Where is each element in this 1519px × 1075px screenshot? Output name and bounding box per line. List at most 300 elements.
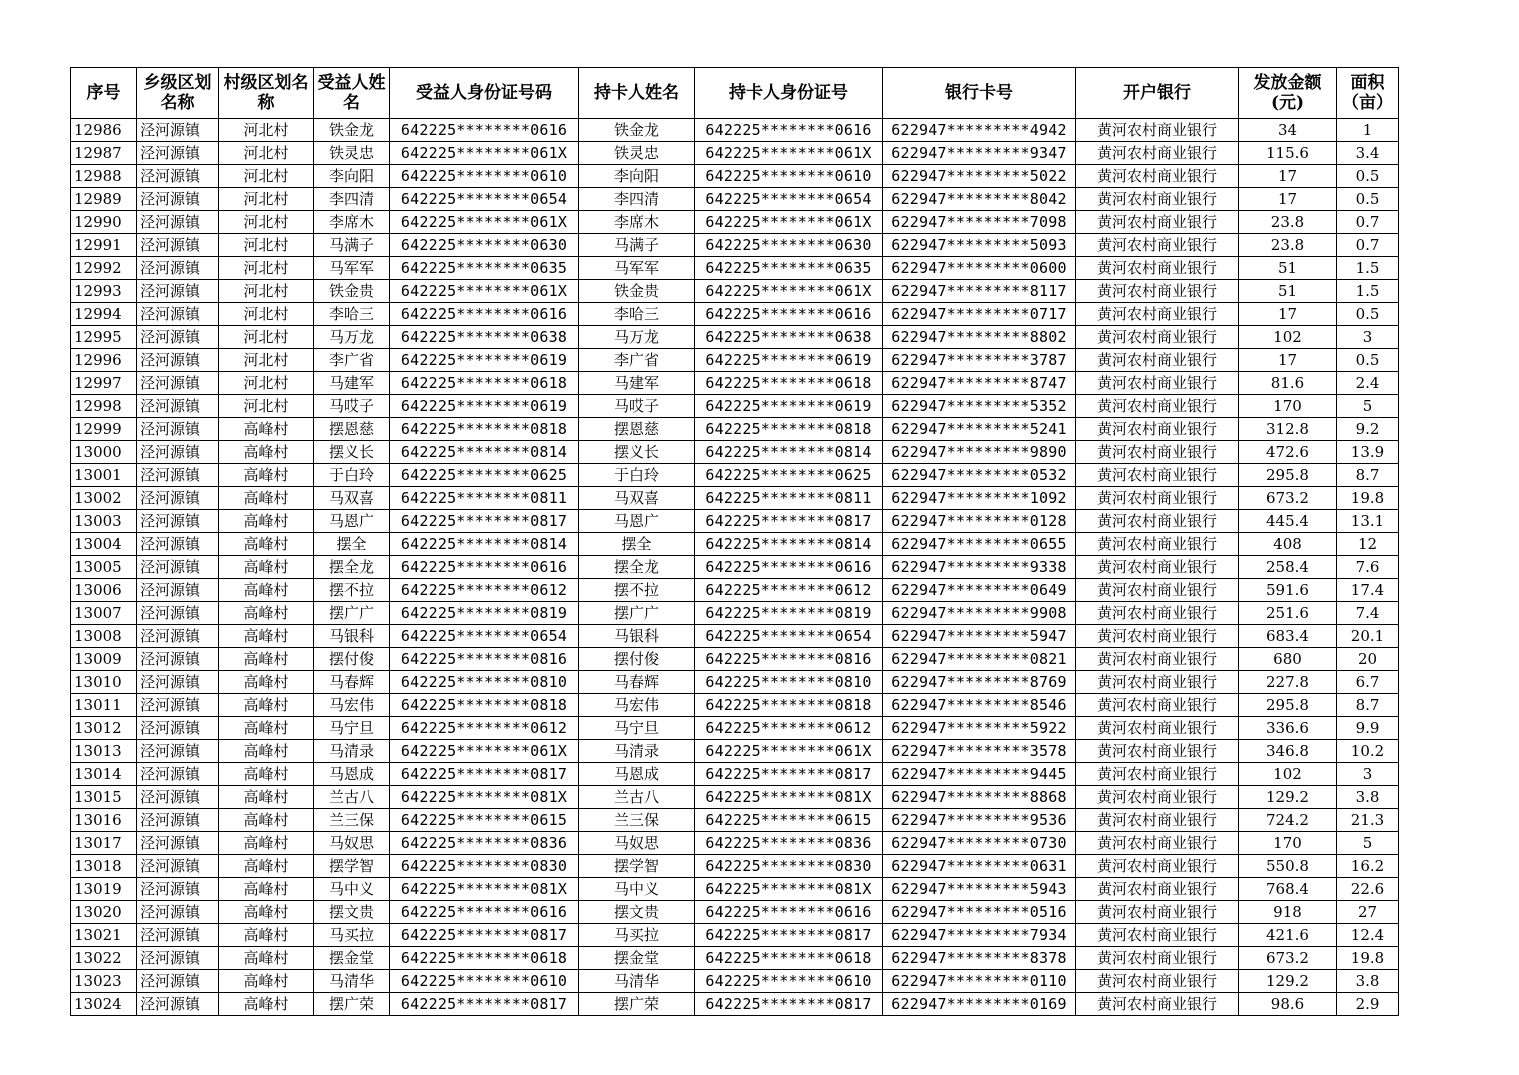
township-cell: 泾河源镇	[137, 648, 219, 671]
bank-cell: 黄河农村商业银行	[1076, 441, 1239, 464]
township-cell: 泾河源镇	[137, 119, 219, 142]
cardholder-id-cell: 642225********0619	[695, 395, 883, 418]
bank-cell: 黄河农村商业银行	[1076, 740, 1239, 763]
table-row	[71, 970, 1399, 993]
amount-cell: 408	[1239, 533, 1337, 556]
township-cell: 泾河源镇	[137, 303, 219, 326]
header-serial: 序号	[71, 68, 137, 119]
village-cell: 河北村	[219, 142, 314, 165]
amount-cell: 129.2	[1239, 786, 1337, 809]
amount-cell: 81.6	[1239, 372, 1337, 395]
village-cell: 高峰村	[219, 901, 314, 924]
bank-cell: 黄河农村商业银行	[1076, 349, 1239, 372]
cardholder-cell: 摆广荣	[579, 993, 695, 1016]
township-cell: 泾河源镇	[137, 441, 219, 464]
area-cell: 1.5	[1337, 280, 1399, 303]
bank-cell: 黄河农村商业银行	[1076, 579, 1239, 602]
township-cell: 泾河源镇	[137, 740, 219, 763]
cardholder-cell: 李向阳	[579, 165, 695, 188]
bank-card-cell: 622947*********0730	[883, 832, 1076, 855]
serial-cell: 13018	[71, 855, 137, 878]
cardholder-id-cell: 642225********0814	[695, 533, 883, 556]
bank-cell: 黄河农村商业银行	[1076, 786, 1239, 809]
table-row	[71, 763, 1399, 786]
table-row	[71, 878, 1399, 901]
beneficiary-cell: 兰三保	[314, 809, 390, 832]
bank-card-cell: 622947*********8042	[883, 188, 1076, 211]
township-cell: 泾河源镇	[137, 188, 219, 211]
village-cell: 高峰村	[219, 878, 314, 901]
cardholder-id-cell: 642225********0817	[695, 993, 883, 1016]
beneficiary-cell: 摆学智	[314, 855, 390, 878]
serial-cell: 13021	[71, 924, 137, 947]
beneficiary-cell: 摆金堂	[314, 947, 390, 970]
village-cell: 高峰村	[219, 441, 314, 464]
village-cell: 高峰村	[219, 602, 314, 625]
area-cell: 0.5	[1337, 349, 1399, 372]
village-cell: 河北村	[219, 211, 314, 234]
cardholder-id-cell: 642225********0635	[695, 257, 883, 280]
header-village: 村级区划名称	[219, 68, 314, 119]
village-cell: 高峰村	[219, 510, 314, 533]
cardholder-id-cell: 642225********0811	[695, 487, 883, 510]
cardholder-id-cell: 642225********0818	[695, 694, 883, 717]
table-row	[71, 809, 1399, 832]
bank-cell: 黄河农村商业银行	[1076, 694, 1239, 717]
amount-cell: 673.2	[1239, 487, 1337, 510]
cardholder-cell: 摆广广	[579, 602, 695, 625]
village-cell: 高峰村	[219, 855, 314, 878]
township-cell: 泾河源镇	[137, 993, 219, 1016]
beneficiary-id-cell: 642225********061X	[390, 740, 579, 763]
cardholder-cell: 摆学智	[579, 855, 695, 878]
header-row	[71, 68, 1399, 119]
serial-cell: 12998	[71, 395, 137, 418]
beneficiary-cell: 马军军	[314, 257, 390, 280]
cardholder-id-cell: 642225********0819	[695, 602, 883, 625]
area-cell: 6.7	[1337, 671, 1399, 694]
bank-card-cell: 622947*********8868	[883, 786, 1076, 809]
table-row	[71, 418, 1399, 441]
beneficiary-id-cell: 642225********081X	[390, 878, 579, 901]
bank-cell: 黄河农村商业银行	[1076, 257, 1239, 280]
cardholder-id-cell: 642225********0618	[695, 947, 883, 970]
cardholder-cell: 于白玲	[579, 464, 695, 487]
amount-cell: 472.6	[1239, 441, 1337, 464]
area-cell: 13.1	[1337, 510, 1399, 533]
bank-cell: 黄河农村商业银行	[1076, 303, 1239, 326]
beneficiary-id-cell: 642225********0654	[390, 625, 579, 648]
amount-cell: 102	[1239, 763, 1337, 786]
table-row	[71, 280, 1399, 303]
bank-card-cell: 622947*********0169	[883, 993, 1076, 1016]
serial-cell: 13017	[71, 832, 137, 855]
township-cell: 泾河源镇	[137, 855, 219, 878]
cardholder-id-cell: 642225********0610	[695, 165, 883, 188]
cardholder-cell: 马双喜	[579, 487, 695, 510]
bank-card-cell: 622947*********8747	[883, 372, 1076, 395]
township-cell: 泾河源镇	[137, 901, 219, 924]
header-beneficiary-id: 受益人身份证号码	[390, 68, 579, 119]
township-cell: 泾河源镇	[137, 763, 219, 786]
bank-card-cell: 622947*********8802	[883, 326, 1076, 349]
township-cell: 泾河源镇	[137, 257, 219, 280]
bank-cell: 黄河农村商业银行	[1076, 326, 1239, 349]
bank-cell: 黄河农村商业银行	[1076, 142, 1239, 165]
beneficiary-cell: 马哎子	[314, 395, 390, 418]
cardholder-cell: 李四清	[579, 188, 695, 211]
beneficiary-id-cell: 642225********0814	[390, 533, 579, 556]
beneficiary-id-cell: 642225********0610	[390, 165, 579, 188]
cardholder-id-cell: 642225********0818	[695, 418, 883, 441]
bank-card-cell: 622947*********0110	[883, 970, 1076, 993]
beneficiary-id-cell: 642225********0836	[390, 832, 579, 855]
bank-cell: 黄河农村商业银行	[1076, 671, 1239, 694]
cardholder-id-cell: 642225********061X	[695, 740, 883, 763]
beneficiary-cell: 马清华	[314, 970, 390, 993]
beneficiary-id-cell: 642225********0819	[390, 602, 579, 625]
bank-cell: 黄河农村商业银行	[1076, 165, 1239, 188]
cardholder-id-cell: 642225********0630	[695, 234, 883, 257]
area-cell: 10.2	[1337, 740, 1399, 763]
cardholder-id-cell: 642225********0616	[695, 901, 883, 924]
cardholder-cell: 马满子	[579, 234, 695, 257]
beneficiary-cell: 马双喜	[314, 487, 390, 510]
serial-cell: 13016	[71, 809, 137, 832]
township-cell: 泾河源镇	[137, 556, 219, 579]
bank-cell: 黄河农村商业银行	[1076, 625, 1239, 648]
bank-cell: 黄河农村商业银行	[1076, 901, 1239, 924]
amount-cell: 170	[1239, 395, 1337, 418]
amount-cell: 591.6	[1239, 579, 1337, 602]
table-row	[71, 901, 1399, 924]
beneficiary-id-cell: 642225********0625	[390, 464, 579, 487]
area-cell: 0.7	[1337, 211, 1399, 234]
area-cell: 1	[1337, 119, 1399, 142]
village-cell: 高峰村	[219, 947, 314, 970]
table-row	[71, 464, 1399, 487]
serial-cell: 12986	[71, 119, 137, 142]
cardholder-cell: 马恩广	[579, 510, 695, 533]
village-cell: 高峰村	[219, 832, 314, 855]
beneficiary-id-cell: 642225********0810	[390, 671, 579, 694]
bank-card-cell: 622947*********8769	[883, 671, 1076, 694]
serial-cell: 12991	[71, 234, 137, 257]
village-cell: 高峰村	[219, 924, 314, 947]
bank-card-cell: 622947*********4942	[883, 119, 1076, 142]
beneficiary-id-cell: 642225********0830	[390, 855, 579, 878]
amount-cell: 51	[1239, 257, 1337, 280]
bank-card-cell: 622947*********9445	[883, 763, 1076, 786]
beneficiary-id-cell: 642225********0817	[390, 993, 579, 1016]
cardholder-cell: 马清华	[579, 970, 695, 993]
table-row	[71, 717, 1399, 740]
serial-cell: 12996	[71, 349, 137, 372]
table-row	[71, 556, 1399, 579]
cardholder-id-cell: 642225********0817	[695, 924, 883, 947]
serial-cell: 13022	[71, 947, 137, 970]
amount-cell: 115.6	[1239, 142, 1337, 165]
area-cell: 3.8	[1337, 786, 1399, 809]
beneficiary-id-cell: 642225********0616	[390, 119, 579, 142]
cardholder-id-cell: 642225********0612	[695, 579, 883, 602]
cardholder-id-cell: 642225********0830	[695, 855, 883, 878]
bank-card-cell: 622947*********5352	[883, 395, 1076, 418]
township-cell: 泾河源镇	[137, 786, 219, 809]
beneficiary-cell: 马万龙	[314, 326, 390, 349]
header-area: 面积（亩）	[1337, 68, 1399, 119]
amount-cell: 51	[1239, 280, 1337, 303]
beneficiary-cell: 马恩成	[314, 763, 390, 786]
bank-card-cell: 622947*********0516	[883, 901, 1076, 924]
beneficiary-cell: 摆全	[314, 533, 390, 556]
serial-cell: 13008	[71, 625, 137, 648]
township-cell: 泾河源镇	[137, 602, 219, 625]
cardholder-id-cell: 642225********0618	[695, 372, 883, 395]
beneficiary-cell: 摆义长	[314, 441, 390, 464]
bank-card-cell: 622947*********5241	[883, 418, 1076, 441]
serial-cell: 13005	[71, 556, 137, 579]
beneficiary-cell: 摆广荣	[314, 993, 390, 1016]
table-row	[71, 993, 1399, 1016]
table-row	[71, 188, 1399, 211]
bank-card-cell: 622947*********5947	[883, 625, 1076, 648]
beneficiary-cell: 马银科	[314, 625, 390, 648]
village-cell: 河北村	[219, 280, 314, 303]
bank-cell: 黄河农村商业银行	[1076, 188, 1239, 211]
bank-cell: 黄河农村商业银行	[1076, 510, 1239, 533]
township-cell: 泾河源镇	[137, 694, 219, 717]
serial-cell: 13012	[71, 717, 137, 740]
township-cell: 泾河源镇	[137, 579, 219, 602]
bank-cell: 黄河农村商业银行	[1076, 533, 1239, 556]
serial-cell: 12989	[71, 188, 137, 211]
serial-cell: 13003	[71, 510, 137, 533]
bank-cell: 黄河农村商业银行	[1076, 878, 1239, 901]
beneficiary-id-cell: 642225********081X	[390, 786, 579, 809]
cardholder-cell: 摆金堂	[579, 947, 695, 970]
township-cell: 泾河源镇	[137, 924, 219, 947]
cardholder-id-cell: 642225********0619	[695, 349, 883, 372]
bank-cell: 黄河农村商业银行	[1076, 395, 1239, 418]
township-cell: 泾河源镇	[137, 234, 219, 257]
village-cell: 高峰村	[219, 809, 314, 832]
village-cell: 高峰村	[219, 648, 314, 671]
beneficiary-id-cell: 642225********0616	[390, 303, 579, 326]
beneficiary-id-cell: 642225********0818	[390, 694, 579, 717]
township-cell: 泾河源镇	[137, 395, 219, 418]
beneficiary-id-cell: 642225********0619	[390, 395, 579, 418]
amount-cell: 680	[1239, 648, 1337, 671]
area-cell: 20.1	[1337, 625, 1399, 648]
table-row	[71, 579, 1399, 602]
village-cell: 高峰村	[219, 993, 314, 1016]
table-row	[71, 510, 1399, 533]
bank-card-cell: 622947*********9908	[883, 602, 1076, 625]
cardholder-cell: 兰三保	[579, 809, 695, 832]
table-row	[71, 349, 1399, 372]
beneficiary-cell: 铁金贵	[314, 280, 390, 303]
cardholder-cell: 铁金贵	[579, 280, 695, 303]
township-cell: 泾河源镇	[137, 326, 219, 349]
beneficiary-cell: 马清录	[314, 740, 390, 763]
township-cell: 泾河源镇	[137, 211, 219, 234]
amount-cell: 17	[1239, 349, 1337, 372]
bank-cell: 黄河农村商业银行	[1076, 119, 1239, 142]
area-cell: 8.7	[1337, 694, 1399, 717]
amount-cell: 23.8	[1239, 211, 1337, 234]
beneficiary-cell: 李四清	[314, 188, 390, 211]
bank-card-cell: 622947*********7098	[883, 211, 1076, 234]
amount-cell: 683.4	[1239, 625, 1337, 648]
cardholder-id-cell: 642225********0816	[695, 648, 883, 671]
bank-cell: 黄河农村商业银行	[1076, 464, 1239, 487]
amount-cell: 768.4	[1239, 878, 1337, 901]
cardholder-cell: 马清录	[579, 740, 695, 763]
bank-card-cell: 622947*********9347	[883, 142, 1076, 165]
table-row	[71, 211, 1399, 234]
village-cell: 河北村	[219, 165, 314, 188]
cardholder-cell: 马宏伟	[579, 694, 695, 717]
cardholder-id-cell: 642225********0817	[695, 510, 883, 533]
cardholder-cell: 马春辉	[579, 671, 695, 694]
beneficiary-cell: 铁金龙	[314, 119, 390, 142]
amount-cell: 346.8	[1239, 740, 1337, 763]
beneficiary-id-cell: 642225********0817	[390, 924, 579, 947]
township-cell: 泾河源镇	[137, 970, 219, 993]
amount-cell: 251.6	[1239, 602, 1337, 625]
serial-cell: 12990	[71, 211, 137, 234]
area-cell: 3.8	[1337, 970, 1399, 993]
village-cell: 高峰村	[219, 671, 314, 694]
beneficiary-id-cell: 642225********0814	[390, 441, 579, 464]
beneficiary-cell: 摆全龙	[314, 556, 390, 579]
area-cell: 0.5	[1337, 165, 1399, 188]
village-cell: 河北村	[219, 188, 314, 211]
amount-cell: 98.6	[1239, 993, 1337, 1016]
amount-cell: 295.8	[1239, 694, 1337, 717]
beneficiary-cell: 兰古八	[314, 786, 390, 809]
bank-cell: 黄河农村商业银行	[1076, 234, 1239, 257]
area-cell: 2.9	[1337, 993, 1399, 1016]
amount-cell: 258.4	[1239, 556, 1337, 579]
village-cell: 高峰村	[219, 418, 314, 441]
amount-cell: 295.8	[1239, 464, 1337, 487]
serial-cell: 13002	[71, 487, 137, 510]
village-cell: 河北村	[219, 372, 314, 395]
cardholder-cell: 摆付俊	[579, 648, 695, 671]
area-cell: 1.5	[1337, 257, 1399, 280]
bank-cell: 黄河农村商业银行	[1076, 211, 1239, 234]
bank-card-cell: 622947*********0649	[883, 579, 1076, 602]
beneficiary-id-cell: 642225********0638	[390, 326, 579, 349]
bank-card-cell: 622947*********5022	[883, 165, 1076, 188]
village-cell: 河北村	[219, 349, 314, 372]
table-row	[71, 786, 1399, 809]
bank-card-cell: 622947*********0717	[883, 303, 1076, 326]
bank-cell: 黄河农村商业银行	[1076, 487, 1239, 510]
amount-cell: 23.8	[1239, 234, 1337, 257]
bank-cell: 黄河农村商业银行	[1076, 832, 1239, 855]
cardholder-cell: 马恩成	[579, 763, 695, 786]
cardholder-id-cell: 642225********081X	[695, 786, 883, 809]
table-row	[71, 372, 1399, 395]
serial-cell: 12997	[71, 372, 137, 395]
amount-cell: 312.8	[1239, 418, 1337, 441]
area-cell: 22.6	[1337, 878, 1399, 901]
township-cell: 泾河源镇	[137, 165, 219, 188]
header-township: 乡级区划名称	[137, 68, 219, 119]
bank-card-cell: 622947*********8546	[883, 694, 1076, 717]
amount-cell: 17	[1239, 188, 1337, 211]
village-cell: 高峰村	[219, 694, 314, 717]
township-cell: 泾河源镇	[137, 717, 219, 740]
beneficiary-id-cell: 642225********0817	[390, 763, 579, 786]
bank-cell: 黄河农村商业银行	[1076, 993, 1239, 1016]
table-row	[71, 947, 1399, 970]
table-row	[71, 924, 1399, 947]
amount-cell: 102	[1239, 326, 1337, 349]
table-row	[71, 142, 1399, 165]
cardholder-cell: 马万龙	[579, 326, 695, 349]
bank-card-cell: 622947*********9338	[883, 556, 1076, 579]
bank-card-cell: 622947*********0600	[883, 257, 1076, 280]
header-cardholder: 持卡人姓名	[579, 68, 695, 119]
area-cell: 2.4	[1337, 372, 1399, 395]
township-cell: 泾河源镇	[137, 142, 219, 165]
serial-cell: 13009	[71, 648, 137, 671]
area-cell: 21.3	[1337, 809, 1399, 832]
table-body	[71, 119, 1399, 1016]
amount-cell: 336.6	[1239, 717, 1337, 740]
serial-cell: 13020	[71, 901, 137, 924]
bank-cell: 黄河农村商业银行	[1076, 809, 1239, 832]
table-row	[71, 648, 1399, 671]
table-row	[71, 855, 1399, 878]
beneficiary-id-cell: 642225********061X	[390, 280, 579, 303]
cardholder-id-cell: 642225********0638	[695, 326, 883, 349]
beneficiary-id-cell: 642225********0817	[390, 510, 579, 533]
cardholder-cell: 马中义	[579, 878, 695, 901]
bank-card-cell: 622947*********0532	[883, 464, 1076, 487]
header-beneficiary: 受益人姓名	[314, 68, 390, 119]
township-cell: 泾河源镇	[137, 372, 219, 395]
beneficiary-id-cell: 642225********0630	[390, 234, 579, 257]
cardholder-id-cell: 642225********0625	[695, 464, 883, 487]
cardholder-id-cell: 642225********0817	[695, 763, 883, 786]
bank-card-cell: 622947*********9536	[883, 809, 1076, 832]
cardholder-cell: 李广省	[579, 349, 695, 372]
table-row	[71, 602, 1399, 625]
bank-cell: 黄河农村商业银行	[1076, 418, 1239, 441]
table-row	[71, 533, 1399, 556]
cardholder-id-cell: 642225********061X	[695, 280, 883, 303]
village-cell: 河北村	[219, 257, 314, 280]
serial-cell: 12995	[71, 326, 137, 349]
bank-cell: 黄河农村商业银行	[1076, 556, 1239, 579]
village-cell: 高峰村	[219, 970, 314, 993]
bank-card-cell: 622947*********0128	[883, 510, 1076, 533]
village-cell: 河北村	[219, 234, 314, 257]
header-bank: 开户银行	[1076, 68, 1239, 119]
bank-cell: 黄河农村商业银行	[1076, 763, 1239, 786]
beneficiary-id-cell: 642225********0615	[390, 809, 579, 832]
township-cell: 泾河源镇	[137, 464, 219, 487]
bank-card-cell: 622947*********5922	[883, 717, 1076, 740]
area-cell: 12.4	[1337, 924, 1399, 947]
village-cell: 高峰村	[219, 556, 314, 579]
table-row	[71, 487, 1399, 510]
